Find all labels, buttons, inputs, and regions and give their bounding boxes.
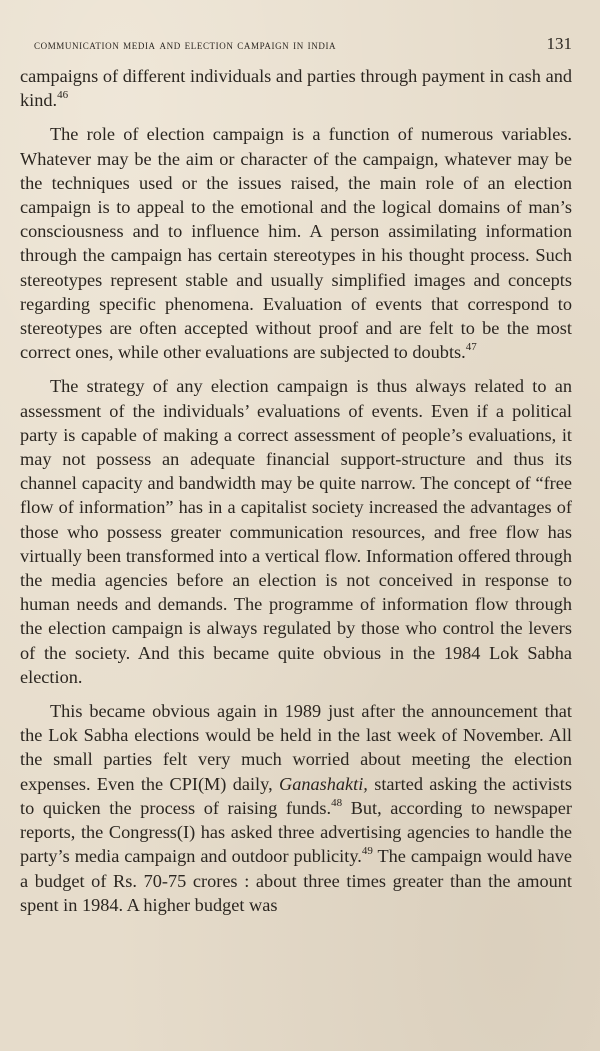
- text-run: This became obvious again in 1989 just after the announcement that the Lok Sabha elections would be held in the last week of November. All the small parties felt very much worried about meeting the election expenses. Even the CPI(M) daily,: [20, 701, 572, 794]
- footnote-ref: 46: [57, 89, 69, 102]
- text-run: The campaign would have a budget of Rs. 70-75 crores : about three times greater than the amount spent in 1984. A higher budget was: [20, 846, 573, 915]
- body-text: [20, 64, 572, 917]
- text-run: The strategy of any election campaign is thus always related to an assessment of the individuals’ evaluations of events. Even if a political party is capable of making a correct assessment of people’s evaluations, it may not possess an adequate financial support-structure and thus its channel capacity and bandwidth may be quite narrow. The concept of “free flow of information” has in a capitalist society increased the advantages of those who possess greater communication resources, and free flow has virtually been transformed into a vertical flow. Information offered through the media agencies before an election is not conceived in response to human needs and demands. The programme of information flow through the election campaign is always regulated by those who control the levers of the society. And this became quite obvious in the 1984 Lok Sabha election.: [20, 376, 572, 687]
- footnote-ref: 48: [331, 796, 343, 809]
- text-run: The role of election campaign is a function of numerous variables. Whatever may be the aim or character of the campaign, whatever may be the techniques used or the issues raised, the main role of an election campaign is to appeal to the emotional and the logical domains of man’s consciousness and to influence him. A person assimilating information through the campaign has certain stereotypes in his thought process. Such stereotypes represent stable and usually simplified images and concepts regarding specific phenomena. Evaluation of events that correspond to stereotypes are often accepted without proof and are felt to be the most correct ones, while other evaluations are subjected to doubts.: [20, 124, 572, 363]
- page-number: 131: [546, 34, 572, 53]
- paragraph-2: [20, 122, 572, 364]
- text-run: started asking the activists to quicken the process of raising funds.: [20, 773, 572, 818]
- paragraph-1: [20, 64, 572, 112]
- paragraph-3: [20, 374, 572, 689]
- paragraph-4: [20, 699, 572, 917]
- running-head: [20, 34, 572, 54]
- footnote-ref: 49: [361, 845, 373, 858]
- italic-title: Ganashakti,: [279, 773, 368, 794]
- footnote-ref: 47: [465, 341, 477, 354]
- text-run: campaigns of different individuals and parties through payment in cash and kind.: [20, 66, 572, 111]
- text-run: But, according to newspaper reports, the Congress(I) has asked three advertising agencies to handle the party’s media campaign and outdoor publicity.: [20, 797, 572, 867]
- running-title: communication media and election campaign in india: [34, 37, 337, 52]
